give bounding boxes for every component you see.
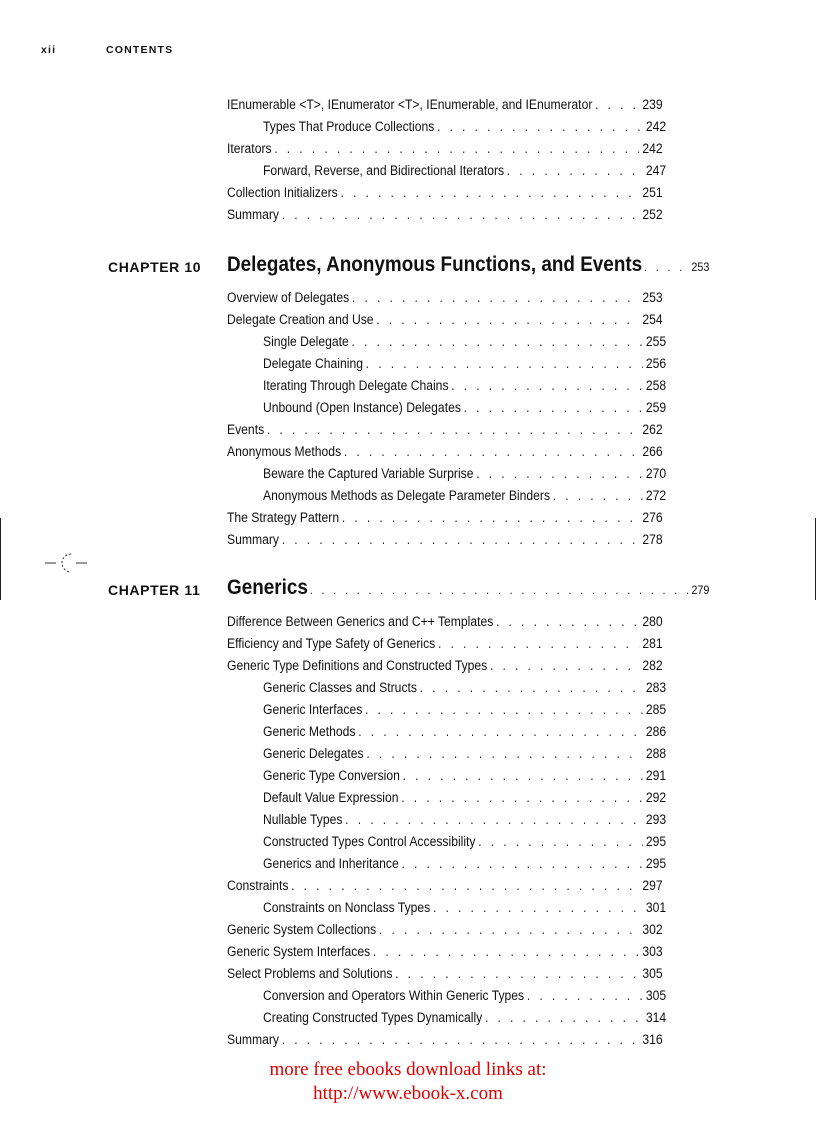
chapter-heading[interactable] xyxy=(108,251,712,279)
leader-dots xyxy=(365,702,643,717)
toc-entry[interactable]: IEnumerable <T>, IEnumerator <T>, IEnumerable, and IEnumerator . . . 239 xyxy=(227,97,663,115)
toc-subentry[interactable]: Beware the Captured Variable Surprise . . . 270 xyxy=(263,466,666,484)
toc-entry[interactable]: Events . . . 262 xyxy=(227,422,663,440)
leader-dots xyxy=(437,119,643,134)
toc-subentry[interactable]: Iterating Through Delegate Chains . . . 258 xyxy=(263,378,666,396)
leader-dots xyxy=(476,466,643,481)
leader-dots xyxy=(274,141,639,156)
chapter-label: CHAPTER 10 xyxy=(108,259,202,275)
toc-subentry[interactable]: Nullable Types . . . 293 xyxy=(263,812,666,830)
chapter-title: Generics xyxy=(227,576,308,599)
leader-dots xyxy=(344,444,640,459)
leader-dots xyxy=(358,724,643,739)
toc-entry[interactable]: Collection Initializers . . . 251 xyxy=(227,185,663,203)
toc-subentry[interactable]: Forward, Reverse, and Bidirectional Iterators . . . 247 xyxy=(263,163,666,181)
leader-dots xyxy=(282,1032,640,1047)
chapter-heading[interactable] xyxy=(108,574,712,602)
leader-dots xyxy=(282,532,640,547)
chapter-page: 279 xyxy=(691,583,710,597)
toc-entry[interactable]: Summary . . . 278 xyxy=(227,532,663,550)
leader-dots xyxy=(366,356,644,371)
leader-dots xyxy=(340,185,639,200)
registration-mark-icon xyxy=(45,550,89,576)
leader-dots xyxy=(376,312,639,327)
chapter-page: 253 xyxy=(691,260,710,274)
leader-dots xyxy=(345,812,643,827)
leader-dots xyxy=(401,856,643,871)
leader-dots xyxy=(403,768,644,783)
toc-subentry[interactable]: Default Value Expression . . . 292 xyxy=(263,790,666,808)
leader-dots xyxy=(352,290,640,305)
toc-subentry[interactable]: Anonymous Methods as Delegate Parameter Binders . . . 272 xyxy=(263,488,666,506)
leader-dots xyxy=(373,944,640,959)
toc-entry[interactable]: Efficiency and Type Safety of Generics . . . 281 xyxy=(227,636,663,654)
leader-dots xyxy=(379,922,640,937)
leader-dots xyxy=(342,510,640,525)
leader-dots xyxy=(401,790,643,805)
toc-entry[interactable]: Generic System Collections . . . 302 xyxy=(227,922,663,940)
toc-subentry[interactable]: Types That Produce Collections . . . 242 xyxy=(263,119,666,137)
leader-dots xyxy=(395,966,639,981)
toc-subentry[interactable]: Creating Constructed Types Dynamically . . . 314 xyxy=(263,1010,666,1028)
toc-subentry[interactable]: Generic Methods . . . 286 xyxy=(263,724,666,742)
toc-subentry[interactable]: Generic Interfaces . . . 285 xyxy=(263,702,666,720)
crop-mark-left xyxy=(0,518,1,600)
toc-entry[interactable]: The Strategy Pattern . . . 276 xyxy=(227,510,663,528)
toc-entry[interactable]: Difference Between Generics and C++ Templates . . . 280 xyxy=(227,614,663,632)
leader-dots xyxy=(507,163,643,178)
toc-entry[interactable]: Overview of Delegates . . . 253 xyxy=(227,290,663,308)
leader-dots xyxy=(282,207,640,222)
toc-subentry[interactable]: Constructed Types Control Accessibility . . . 295 xyxy=(263,834,666,852)
toc-subentry[interactable]: Conversion and Operators Within Generic Types . . . 305 xyxy=(263,988,666,1006)
leader-dots xyxy=(490,658,640,673)
toc-subentry[interactable]: Generic Classes and Structs . . . 283 xyxy=(263,680,666,698)
toc-entry[interactable]: Iterators . . . 242 xyxy=(227,141,663,159)
watermark-line1: more free ebooks download links at: xyxy=(269,1059,547,1080)
leader-dots xyxy=(310,583,690,597)
section-title: CONTENTS xyxy=(106,44,174,56)
toc-subentry[interactable]: Generics and Inheritance . . . 295 xyxy=(263,856,666,874)
toc-entry[interactable]: Summary . . . 316 xyxy=(227,1032,663,1050)
toc-subentry[interactable]: Constraints on Nonclass Types . . . 301 xyxy=(263,900,666,918)
leader-dots xyxy=(366,746,643,761)
leader-dots xyxy=(553,488,643,503)
toc-entry[interactable]: Summary . . . 252 xyxy=(227,207,663,225)
leader-dots xyxy=(644,260,690,274)
chapter-title: Delegates, Anonymous Functions, and Events xyxy=(227,253,643,276)
page-number: xii xyxy=(41,44,57,56)
leader-dots xyxy=(496,614,640,629)
toc-subentry[interactable]: Delegate Chaining . . . 256 xyxy=(263,356,666,374)
toc-entry[interactable]: Constraints . . . 297 xyxy=(227,878,663,896)
toc-entry[interactable]: Select Problems and Solutions . . . 305 xyxy=(227,966,663,984)
toc-entry[interactable]: Anonymous Methods . . . 266 xyxy=(227,444,663,462)
leader-dots xyxy=(595,97,640,112)
leader-dots xyxy=(451,378,643,393)
watermark-line2[interactable]: http://www.ebook-x.com xyxy=(313,1083,503,1104)
running-head xyxy=(41,44,173,56)
leader-dots xyxy=(464,400,644,415)
toc-subentry[interactable]: Generic Type Conversion . . . 291 xyxy=(263,768,666,786)
leader-dots xyxy=(433,900,643,915)
toc-subentry[interactable]: Generic Delegates . . . 288 xyxy=(263,746,666,764)
leader-dots xyxy=(420,680,644,695)
leader-dots xyxy=(527,988,643,1003)
toc-entry[interactable]: Delegate Creation and Use . . . 254 xyxy=(227,312,663,330)
toc-entry[interactable]: Generic Type Definitions and Constructed Types . . . 282 xyxy=(227,658,663,676)
chapter-label: CHAPTER 11 xyxy=(108,582,201,598)
leader-dots xyxy=(267,422,640,437)
toc-entry[interactable]: Generic System Interfaces . . . 303 xyxy=(227,944,663,962)
toc-subentry[interactable]: Single Delegate . . . 255 xyxy=(263,334,666,352)
leader-dots xyxy=(291,878,639,893)
leader-dots xyxy=(351,334,643,349)
toc-subentry[interactable]: Unbound (Open Instance) Delegates . . . 259 xyxy=(263,400,666,418)
leader-dots xyxy=(438,636,640,651)
leader-dots xyxy=(485,1010,643,1025)
leader-dots xyxy=(478,834,643,849)
